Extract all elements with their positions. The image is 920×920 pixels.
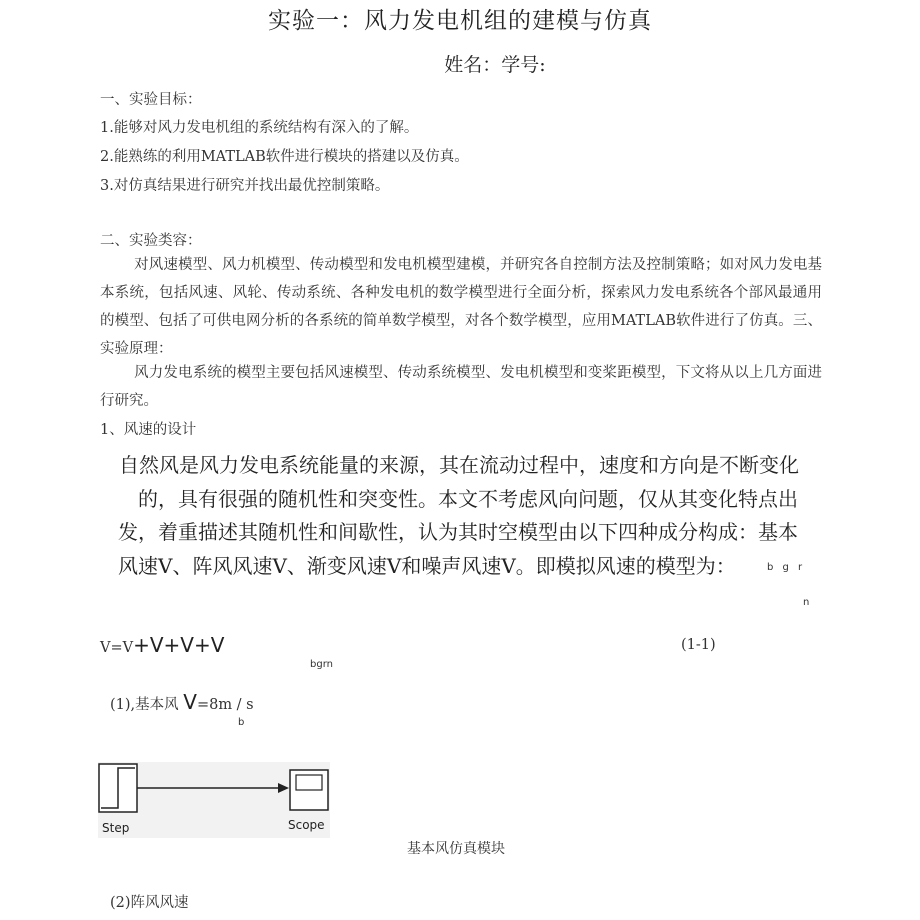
scope-block[interactable] xyxy=(290,770,328,810)
simulink-diagram xyxy=(98,762,330,838)
principle-paragraph-text: 风力发电系统的模型主要包括风速模型、传动系统模型、发电机模型和变桨距模型，下文将从以上几方面进行研究。 xyxy=(100,365,822,409)
subsection-heading-wind: 1、风速的设计 xyxy=(100,422,197,438)
diagram-caption: 基本风仿真模块 xyxy=(407,841,505,857)
simulink-diagram-svg xyxy=(98,762,330,838)
step-block[interactable] xyxy=(99,764,137,812)
signal-line xyxy=(137,783,289,793)
principle-paragraph xyxy=(100,359,822,415)
wind-subscript-n: n xyxy=(803,597,810,608)
formula-subscripts: bgrn xyxy=(310,659,333,670)
basic-wind-line xyxy=(110,690,254,714)
basic-wind-label: (1),基本风 xyxy=(110,697,179,713)
step-label: Step xyxy=(102,821,130,835)
gust-wind-heading: (2)阵风风速 xyxy=(110,895,189,911)
basic-wind-subscript: b xyxy=(238,717,245,728)
scope-label: Scope xyxy=(288,818,325,832)
objective-item: 1.能够对风力发电机组的系统结构有深入的了解。 xyxy=(100,120,419,136)
objective-item: 3.对仿真结果进行研究并找出最优控制策略。 xyxy=(100,178,390,194)
wind-text-line: 的，具有很强的随机性和突变性。本文不考虑风向问题，仅从其变化特点出 xyxy=(138,487,798,511)
formula-number: (1-1) xyxy=(681,637,716,653)
wind-formula xyxy=(100,633,224,657)
content-paragraph xyxy=(100,251,822,363)
basic-wind-value: =8m / s xyxy=(196,697,254,713)
document-title: 实验一：风力发电机组的建模与仿真 xyxy=(268,8,652,34)
wind-subscripts: b g r xyxy=(767,562,803,573)
section-heading-content: 二、实验类容： xyxy=(100,233,202,249)
formula-body: +V+V+V xyxy=(133,633,225,657)
content-paragraph-text: 对风速模型、风力机模型、传动模型和发电机模型建模，并研究各自控制方法及控制策略；如对风力发电基本系统，包括风速、风轮、传动系统、各种发电机的数学模型进行全面分析，探索风力发电系统各个部风最通用的模型、包括了可供电网分析的各系统的简单数学模型，对各个数学模型，应用MATLAB软件进行了仿真。三、实验原理： xyxy=(100,257,822,357)
wind-text-line: 自然风是风力发电系统能量的来源，其在流动过程中，速度和方向是不断变化 xyxy=(119,453,799,477)
section-heading-objectives: 一、实验目标： xyxy=(100,92,202,108)
author-line: 姓名：学号: xyxy=(444,54,546,76)
basic-wind-symbol: V xyxy=(183,690,197,714)
objective-item: 2.能熟练的利用MATLAB软件进行模块的搭建以及仿真。 xyxy=(100,149,469,165)
formula-prefix: V=V xyxy=(100,640,134,656)
wind-text-line: 风速V、阵风风速V、渐变风速V和噪声风速V。即模拟风速的模型为： xyxy=(118,554,736,578)
wind-text-line: 发，着重描述其随机性和间歇性，认为其时空模型由以下四种成分构成：基本 xyxy=(118,520,798,544)
